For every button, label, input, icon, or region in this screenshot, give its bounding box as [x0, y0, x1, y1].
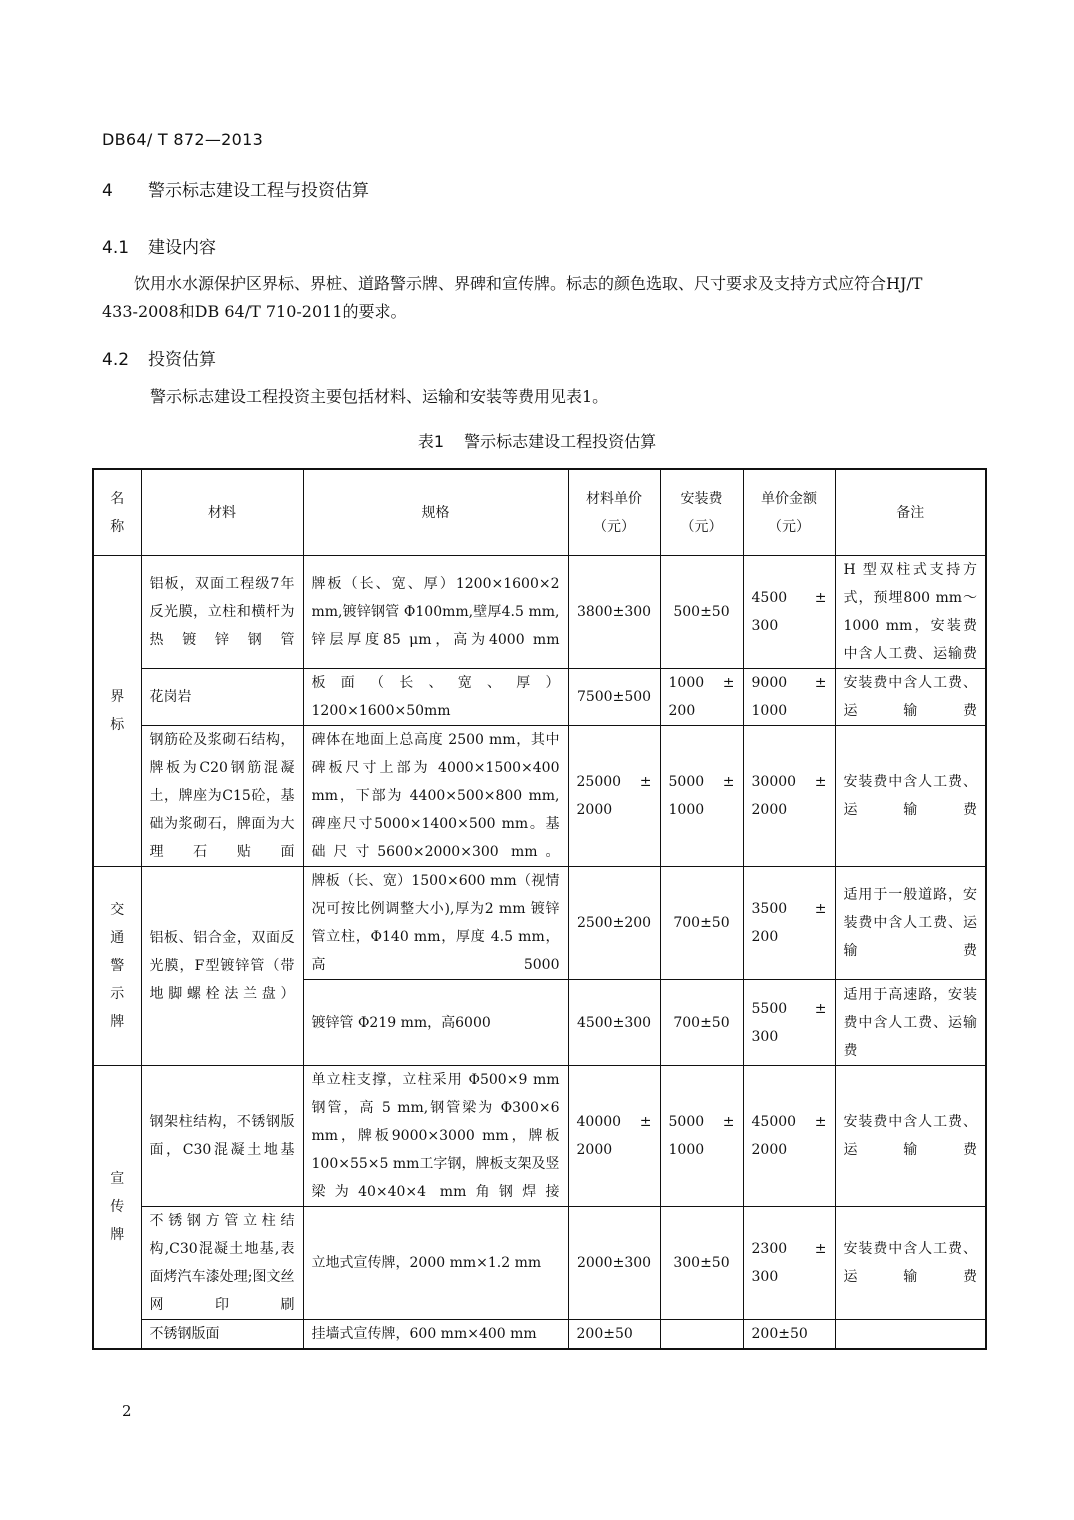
cell-spec: 牌板（长、宽）1500×600 mm（视情况可按比例调整大小),厚为2 mm 镀锌管立柱，Φ140 mm，厚度 4.5 mm，高5000 [303, 867, 568, 980]
table-row [93, 867, 986, 980]
cell-note [835, 1320, 986, 1350]
cell-spec: 镀锌管 Φ219 mm，高6000 [303, 980, 568, 1066]
cell-spec: 单立柱支撑，立柱采用 Φ500×9 mm 钢管，高 5 mm,钢管梁为 Φ300×6 mm，牌板9000×3000 mm，牌板100×55×5 mm工字钢，牌板支架及竖梁为40×40×4 mm角钢焊接 [303, 1066, 568, 1207]
cell-unit-price: 3800±300 [568, 556, 660, 669]
cell-note: 安装费中含人工费、运输费 [835, 1207, 986, 1320]
header-unit-price: 材料单价 （元） [568, 469, 660, 556]
cell-install: 500±50 [660, 556, 743, 669]
section-4-1-heading [102, 233, 216, 258]
cell-total: 5500 ± 300 [743, 980, 835, 1066]
cell-total: 9000 ± 1000 [743, 669, 835, 726]
table-row [93, 726, 986, 867]
table-number: 表1 [417, 432, 445, 451]
cell-total: 4500 ± 300 [743, 556, 835, 669]
cell-install: 1000 ± 200 [660, 669, 743, 726]
group-boundary-marker: 界 标 [93, 556, 141, 867]
cell-material: 钢筋砼及浆砌石结构，牌板为C20钢筋混凝土，牌座为C15砼，基础为浆砌石，牌面为大理石贴面 [141, 726, 303, 867]
cell-spec: 板面（长、宽、厚）1200×1600×50mm [303, 669, 568, 726]
cell-note: H 型双柱式支持方式，预埋800 mm～1000 mm，安装费中含人工费、运输费 [835, 556, 986, 669]
cell-spec: 碑体在地面上总高度 2500 mm，其中碑板尺寸上部为 4000×1500×400 mm，下部为 4400×500×800 mm,碑座尺寸5000×1400×500 mm。基础尺寸5600×2000×300 mm。 [303, 726, 568, 867]
cell-unit-price: 7500±500 [568, 669, 660, 726]
cell-install: 5000 ± 1000 [660, 1066, 743, 1207]
cell-note: 安装费中含人工费、运输费 [835, 726, 986, 867]
cell-install: 700±50 [660, 867, 743, 980]
cell-install: 5000 ± 1000 [660, 726, 743, 867]
group-traffic-warning-sign: 交 通 警 示 牌 [93, 867, 141, 1066]
header-note: 备注 [835, 469, 986, 556]
table-row [93, 1207, 986, 1320]
section-4-2-paragraph: 警示标志建设工程投资主要包括材料、运输和安装等费用见表1。 [150, 387, 609, 406]
table-title: 警示标志建设工程投资估算 [464, 432, 657, 451]
page-number: 2 [122, 1402, 132, 1420]
cell-total: 200±50 [743, 1320, 835, 1350]
header-material: 材料 [141, 469, 303, 556]
cell-note: 适用于高速路，安装费中含人工费、运输费 [835, 980, 986, 1066]
cell-material: 花岗岩 [141, 669, 303, 726]
section-4-2-heading [102, 345, 216, 370]
cell-unit-price: 200±50 [568, 1320, 660, 1350]
cell-total: 3500 ± 200 [743, 867, 835, 980]
cell-material: 铝板，双面工程级7年反光膜，立柱和横杆为热镀锌钢管 [141, 556, 303, 669]
header-name: 名 称 [93, 469, 141, 556]
table-row [93, 669, 986, 726]
cell-install [660, 1320, 743, 1350]
section-number: 4.1 [102, 238, 130, 258]
group-publicity-board: 宣 传 牌 [93, 1066, 141, 1350]
section-title: 警示标志建设工程与投资估算 [148, 181, 369, 201]
cell-note: 安装费中含人工费、运输费 [835, 1066, 986, 1207]
cell-material: 不锈钢方管立柱结构,C30混凝土地基,表面烤汽车漆处理;图文丝网印刷 [141, 1207, 303, 1320]
table-caption [0, 429, 1074, 452]
cell-unit-price: 4500±300 [568, 980, 660, 1066]
section-4-heading [102, 176, 369, 201]
cell-spec: 挂墙式宣传牌，600 mm×400 mm [303, 1320, 568, 1350]
cell-total: 2300 ± 300 [743, 1207, 835, 1320]
section-number: 4 [102, 181, 113, 201]
cell-install: 700±50 [660, 980, 743, 1066]
cell-material: 钢架柱结构，不锈钢版面，C30混凝土地基 [141, 1066, 303, 1207]
table-row [93, 1320, 986, 1350]
cell-unit-price: 40000 ± 2000 [568, 1066, 660, 1207]
cell-unit-price: 2500±200 [568, 867, 660, 980]
cell-material: 不锈钢版面 [141, 1320, 303, 1350]
table-row [93, 556, 986, 669]
cell-unit-price: 25000 ± 2000 [568, 726, 660, 867]
cell-spec: 立地式宣传牌，2000 mm×1.2 mm [303, 1207, 568, 1320]
cell-note: 安装费中含人工费、运输费 [835, 669, 986, 726]
table-row [93, 1066, 986, 1207]
section-number: 4.2 [102, 350, 130, 370]
cell-material: 铝板、铝合金，双面反光膜，F型镀锌管（带地脚螺栓法兰盘） [141, 867, 303, 1066]
header-total: 单价金额 （元） [743, 469, 835, 556]
cell-note: 适用于一般道路，安装费中含人工费、运输费 [835, 867, 986, 980]
table-header-row [93, 469, 986, 556]
standard-code: DB64/ T 872—2013 [102, 130, 264, 149]
cell-unit-price: 2000±300 [568, 1207, 660, 1320]
section-title: 建设内容 [148, 238, 216, 258]
section-4-1-paragraph: 饮用水水源保护区界标、界桩、道路警示牌、界碑和宣传牌。标志的颜色选取、尺寸要求及支持方式应符合HJ/T 433-2008和DB 64/T 710-2011的要求。 [102, 274, 923, 321]
header-install: 安装费 （元） [660, 469, 743, 556]
cell-total: 30000 ± 2000 [743, 726, 835, 867]
cell-spec: 牌板（长、宽、厚）1200×1600×2 mm,镀锌钢管 Φ100mm,壁厚4.5 mm,锌层厚度85 μm，高为4000 mm [303, 556, 568, 669]
section-title: 投资估算 [148, 350, 216, 370]
cell-total: 45000 ± 2000 [743, 1066, 835, 1207]
cell-install: 300±50 [660, 1207, 743, 1320]
investment-table [92, 468, 987, 1350]
header-spec: 规格 [303, 469, 568, 556]
